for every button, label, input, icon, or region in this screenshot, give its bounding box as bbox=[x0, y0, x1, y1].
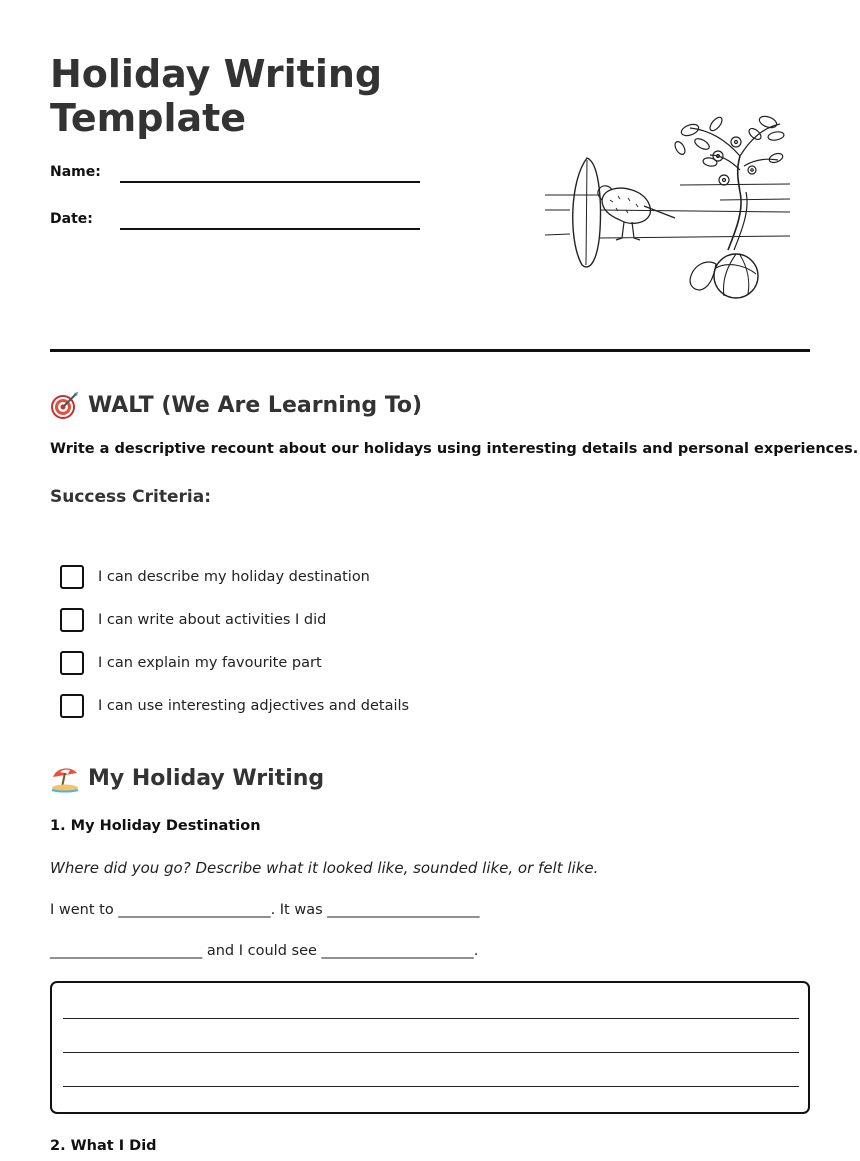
question-1-title: 1. My Holiday Destination bbox=[50, 818, 261, 834]
criteria-label: I can describe my holiday destination bbox=[98, 568, 370, 585]
criteria-label: I can use interesting adjectives and details bbox=[98, 697, 410, 714]
criteria-item bbox=[60, 684, 760, 727]
success-criteria-list bbox=[60, 555, 760, 727]
date-line[interactable] bbox=[120, 228, 420, 230]
date-label: Date: bbox=[50, 211, 93, 227]
sentence-starter-2: _____________________ and I could see _____________________. bbox=[50, 943, 479, 959]
criteria-checkbox[interactable] bbox=[60, 565, 84, 589]
section-divider bbox=[50, 349, 810, 352]
criteria-item bbox=[60, 641, 760, 684]
walt-heading bbox=[50, 389, 422, 421]
answer-line bbox=[63, 1018, 799, 1019]
writing-heading-text: My Holiday Writing bbox=[88, 765, 325, 791]
holiday-illustration bbox=[540, 100, 800, 305]
success-criteria-heading: Success Criteria: bbox=[50, 487, 212, 507]
criteria-label: I can explain my favourite part bbox=[98, 654, 322, 671]
sentence-starter-1: I went to _____________________. It was _____________________ bbox=[50, 902, 480, 918]
criteria-item bbox=[60, 598, 760, 641]
answer-line bbox=[63, 1086, 799, 1087]
target-icon bbox=[50, 390, 80, 420]
walt-heading-text: WALT (We Are Learning To) bbox=[88, 392, 423, 418]
beach-umbrella-icon bbox=[50, 763, 80, 793]
question-1-prompt: Where did you go? Describe what it looked like, sounded like, or felt like. bbox=[50, 859, 599, 877]
criteria-item bbox=[60, 555, 760, 598]
question-2-title: 2. What I Did bbox=[50, 1138, 157, 1154]
name-line[interactable] bbox=[120, 181, 420, 183]
criteria-checkbox[interactable] bbox=[60, 608, 84, 632]
criteria-checkbox[interactable] bbox=[60, 651, 84, 675]
answer-box[interactable] bbox=[50, 981, 810, 1114]
writing-heading bbox=[50, 762, 324, 794]
criteria-label: I can write about activities I did bbox=[98, 611, 327, 628]
page-title: Holiday Writing Template bbox=[50, 52, 383, 140]
criteria-checkbox[interactable] bbox=[60, 694, 84, 718]
walt-text: Write a descriptive recount about our holidays using interesting details and personal experiences. bbox=[50, 441, 859, 457]
answer-line bbox=[63, 1052, 799, 1053]
name-label: Name: bbox=[50, 164, 101, 180]
